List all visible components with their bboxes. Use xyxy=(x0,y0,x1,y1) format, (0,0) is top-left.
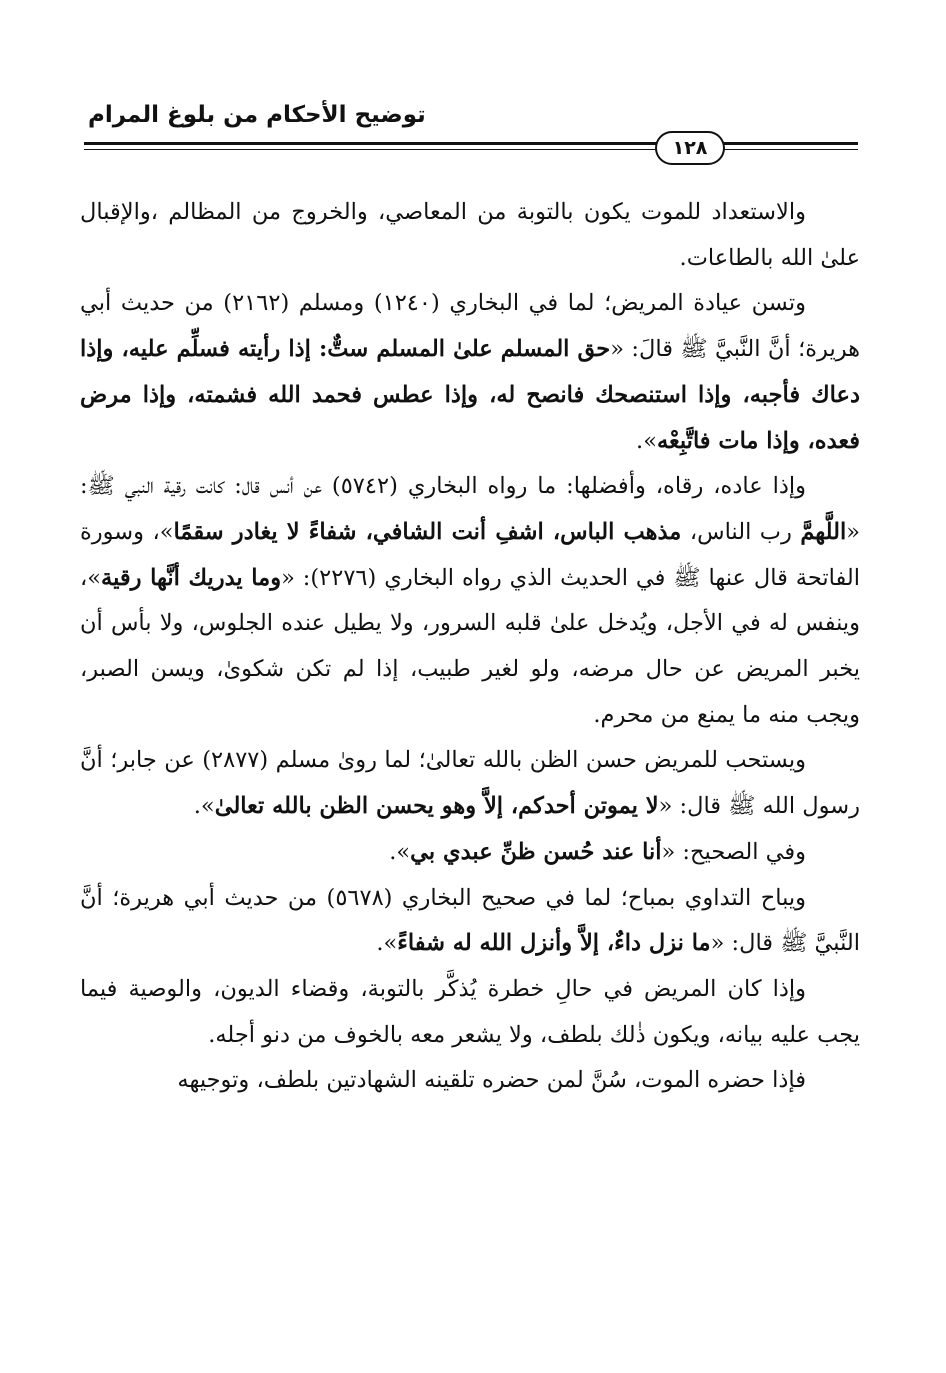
text-segment: ». xyxy=(376,930,398,957)
paragraph xyxy=(80,281,860,464)
running-title: توضيح الأحكام من بلوغ المرام xyxy=(88,102,426,128)
page-number-badge xyxy=(655,131,725,165)
text-segment: ويستحب للمريض حسن الظن بالله تعالىٰ؛ لما روىٰ مسلم (٢٨٧٧) عن جابر؛ أنَّ رسول الله ﷺ قال: « xyxy=(80,747,860,820)
header-rule-thick xyxy=(84,142,858,145)
hadith-text: وما يدريك أنَّها رقية xyxy=(101,564,282,591)
paragraph xyxy=(80,1058,860,1104)
body-text xyxy=(80,190,860,1104)
text-segment: والاستعداد للموت يكون بالتوبة من المعاصي، والخروج من المظالم ،والإقبال علىٰ الله بالطاعات. xyxy=(80,199,860,271)
hadith-text: اللَّهمَّ xyxy=(800,518,847,545)
paragraph xyxy=(80,967,860,1058)
text-segment: وإذا عاده، رقاه، وأفضلها: ما رواه البخاري (٥٧٤٢) عن أنس قال: كانت رقية النبي ﷺ: « xyxy=(80,473,861,545)
hadith-text: حق المسلم علىٰ المسلم ستٌّ: إذا رأيته فسلِّم عليه، وإذا دعاك فأجبه، وإذا استنصحك فانصح له، وإذا عطس فحمد الله فشمته، وإذا مرض فعده، وإذا مات فاتَّبِعْه xyxy=(80,336,860,454)
text-segment: ». xyxy=(389,838,411,865)
text-segment: »، وسورة الفاتحة قال عنها ﷺ في الحديث الذي رواه البخاري (٢٢٧٦): « xyxy=(80,518,860,591)
text-segment: ». xyxy=(636,427,657,454)
header-rule-thin xyxy=(84,149,858,150)
hadith-text: لا يموتن أحدكم، إلاَّ وهو يحسن الظن بالله تعالىٰ xyxy=(214,793,659,820)
paragraph xyxy=(80,190,860,281)
paragraph xyxy=(80,876,860,967)
page-number: ١٢٨ xyxy=(672,137,708,159)
paragraph xyxy=(80,830,860,876)
text-segment: ». xyxy=(193,793,215,820)
text-segment: ويباح التداوي بمباح؛ لما في صحيح البخاري (٥٦٧٨) من حديث أبي هريرة؛ أنَّ النَّبيَّ ﷺ قال: « xyxy=(80,884,860,957)
text-segment: رب الناس، xyxy=(681,518,801,545)
text-segment: فإذا حضره الموت، سُنَّ لمن حضره تلقينه الشهادتين بلطف، وتوجيهه xyxy=(177,1067,806,1094)
paragraph xyxy=(80,464,860,738)
text-segment: وتسن عيادة المريض؛ لما في البخاري (١٢٤٠) ومسلم (٢١٦٢) من حديث أبي هريرة؛ أنَّ النَّبيَّ ﷺ قالَ: « xyxy=(80,290,860,363)
hadith-text: ما نزل داءٌ، إلاَّ وأنزل الله له شفاءً xyxy=(397,930,711,957)
hadith-text: مذهب الباس، اشفِ أنت الشافي، شفاءً لا يغادر سقمًا xyxy=(173,518,682,545)
text-segment: »، وينفس له في الأجل، ويُدخل علىٰ قلبه السرور، ولا يطيل عنده الجلوس، ولا بأس أن يخبر المريض عن حال مرضه، ولو لغير طبيب، إذا لم تكن شكوىٰ، ويسن الصبر، ويجب منه ما يمنع من محرم. xyxy=(80,564,860,728)
paragraph xyxy=(80,738,860,829)
hadith-text: أنا عند حُسن ظنِّ عبدي بي xyxy=(410,838,662,865)
text-segment: وإذا كان المريض في حالِ خطرة يُذكَّر بالتوبة، وقضاء الديون، والوصية فيما يجب عليه بيانه، ويكون ذٰلك بلطف، ولا يشعر معه بالخوف من دنو أجله. xyxy=(80,975,860,1048)
text-segment: وفي الصحيح: « xyxy=(661,838,806,865)
